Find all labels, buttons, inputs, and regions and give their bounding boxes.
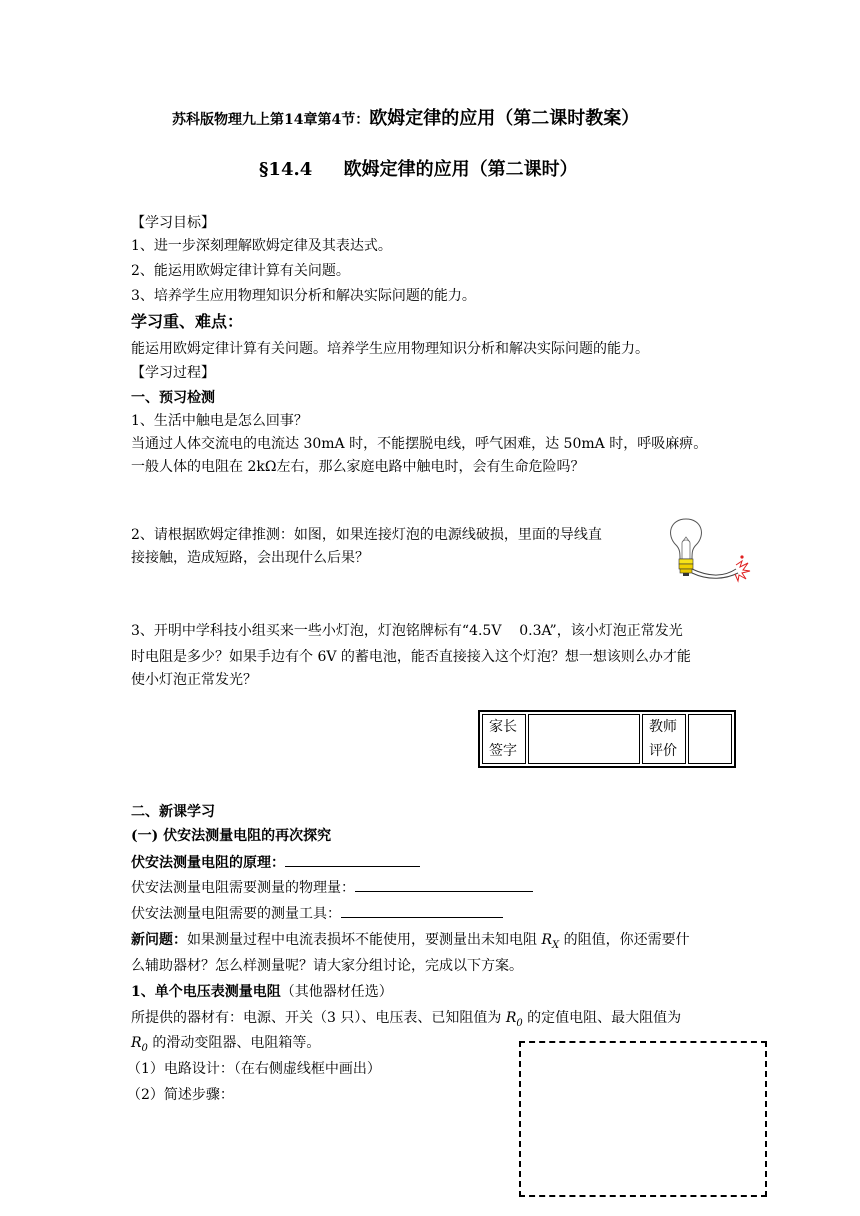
rx-subscript: X	[552, 939, 560, 951]
process-heading: 【学习过程】	[131, 365, 215, 381]
new-lesson-subheading: (一) 伏安法测量电阻的再次探究	[131, 828, 332, 844]
header-prefix: 苏科版物理九上第14章第4节：	[172, 112, 370, 128]
objective-item: 1、进一步深刻理解欧姆定律及其表达式。	[131, 238, 392, 254]
step-describe: （2）简述步骤：	[127, 1087, 234, 1103]
teacher-label-line: 教师	[649, 719, 677, 735]
q3-line: 3、开明中学科技小组买来一些小灯泡，灯泡铭牌标有“4.5V 0.3A”，该小灯泡正常发光	[131, 623, 683, 639]
key-points-heading: 学习重、难点：	[131, 312, 244, 331]
equipment-text: 的滑动变阻器、电阻箱等。	[147, 1035, 321, 1051]
r0-symbol: R	[505, 1010, 517, 1026]
quantities-line	[131, 877, 533, 898]
section-title: §14.4 欧姆定律的应用（第二课时）	[259, 159, 578, 180]
principle-label: 伏安法测量电阻的原理：	[131, 855, 285, 871]
equipment-line	[131, 1008, 681, 1034]
r0-symbol: R	[131, 1035, 142, 1051]
quantities-label: 伏安法测量电阻需要测量的物理量：	[131, 880, 355, 896]
parent-label-line: 家长	[489, 719, 517, 735]
rx-symbol: R	[541, 932, 552, 948]
quantities-blank[interactable]	[355, 877, 533, 892]
tools-line	[131, 903, 503, 924]
parent-label-line: 签字	[489, 743, 517, 759]
parent-signature-label	[482, 714, 526, 764]
tools-label: 伏安法测量电阻需要的测量工具：	[131, 906, 341, 922]
preview-heading: 一、预习检测	[131, 390, 215, 406]
equipment-text: 所提供的器材有：电源、开关（3 只）、电压表、已知阻值为	[131, 1010, 506, 1026]
tools-blank[interactable]	[341, 903, 503, 918]
principle-line	[131, 852, 420, 873]
document-header	[172, 108, 639, 131]
r0-subscript: 0	[141, 1042, 148, 1054]
key-points-text: 能运用欧姆定律计算有关问题。培养学生应用物理知识分析和解决实际问题的能力。	[131, 341, 649, 357]
new-question-text: 如果测量过程中电流表损坏不能使用，要测量出未知电阻	[187, 932, 542, 948]
spark-icon	[735, 555, 750, 581]
principle-blank[interactable]	[285, 852, 420, 867]
new-question-label: 新问题：	[131, 932, 187, 948]
header-title: 欧姆定律的应用（第二课时教案）	[369, 108, 640, 129]
new-question-text: 的阻值，你还需要什	[559, 932, 690, 948]
signature-table	[478, 710, 736, 768]
light-bulb-illustration	[664, 515, 764, 585]
equipment-line	[131, 1033, 320, 1059]
method1-title: 1、单个电压表测量电阻	[131, 984, 281, 1000]
teacher-evaluation-label	[642, 714, 686, 764]
equipment-text: 的定值电阻、最大阻值为	[522, 1010, 682, 1026]
bulb-icon	[671, 519, 702, 576]
q3-line: 时电阻是多少？如果手边有个 6V 的蓄电池，能否直接接入这个灯泡？想一想该则么办才能	[131, 649, 691, 665]
q1-line: 一般人体的电阻在 2kΩ左右，那么家庭电路中触电时，会有生命危险吗？	[131, 459, 585, 475]
teacher-evaluation-field[interactable]	[688, 714, 732, 764]
objective-item: 3、培养学生应用物理知识分析和解决实际问题的能力。	[131, 288, 476, 304]
new-question-line: 么辅助器材？怎么样测量呢？请大家分组讨论，完成以下方案。	[131, 958, 523, 974]
teacher-label-line: 评价	[649, 743, 677, 759]
method1-note: （其他器材任选）	[280, 984, 393, 1000]
new-question-line	[131, 930, 690, 956]
q1-title: 1、生活中触电是怎么回事？	[131, 413, 308, 429]
q3-line: 使小灯泡正常发光？	[131, 672, 257, 688]
q1-line: 当通过人体交流电的电流达 30mA 时，不能摆脱电线，呼气困难，达 50mA 时，呼吸麻痹。	[131, 436, 708, 452]
wire-icon	[692, 569, 738, 578]
q2-line: 2、请根据欧姆定律推测：如图，如果连接灯泡的电源线破损，里面的导线直	[131, 527, 602, 543]
circuit-drawing-box[interactable]	[519, 1041, 767, 1197]
new-lesson-heading: 二、新课学习	[131, 804, 215, 820]
parent-signature-field[interactable]	[528, 714, 640, 764]
objective-item: 2、能运用欧姆定律计算有关问题。	[131, 263, 350, 279]
step-circuit-design: （1）电路设计：（在右侧虚线框中画出）	[127, 1061, 381, 1077]
q2-line: 接接触，造成短路，会出现什么后果？	[131, 550, 369, 566]
r0-subscript: 0	[516, 1017, 523, 1029]
method1-line	[131, 982, 393, 1002]
objectives-heading: 【学习目标】	[131, 215, 215, 231]
